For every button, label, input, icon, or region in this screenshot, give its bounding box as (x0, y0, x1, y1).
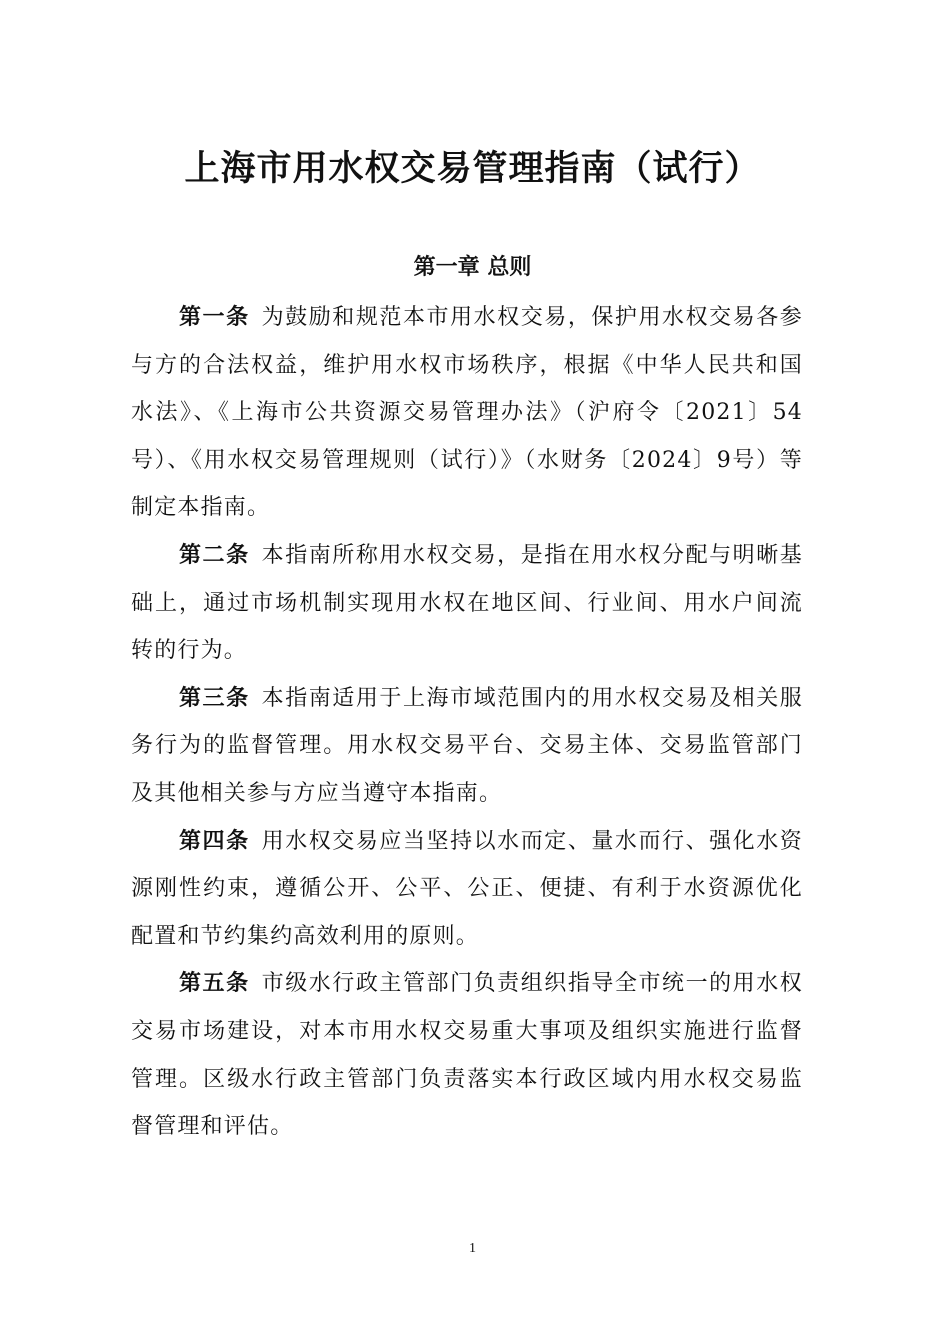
page-number: 1 (469, 1241, 476, 1256)
article-number: 第二条 (179, 542, 250, 568)
article-text: 为鼓励和规范本市用水权交易，保护用水权交易各参与方的合法权益，维护用水权市场秩序，根据《中华人民共和国水法》、《上海市公共资源交易管理办法》（沪府令〔2021〕54号）、《用水权交易管理规则（试行）》（水财务〔2024〕9号）等制定本指南。 (131, 305, 803, 521)
article-text: 本指南所称用水权交易，是指在用水权分配与明晰基础上，通过市场机制实现用水权在地区间、行业间、用水户间流转的行为。 (131, 542, 803, 664)
article-5 (131, 960, 803, 1150)
article-3 (131, 675, 803, 818)
document-title: 上海市用水权交易管理指南（试行） (184, 149, 761, 189)
article-text: 用水权交易应当坚持以水而定、量水而行、强化水资源刚性约束，遵循公开、公平、公正、便捷、有利于水资源优化配置和节约集约高效利用的原则。 (131, 828, 803, 949)
document-body (131, 294, 803, 1151)
article-number: 第四条 (179, 828, 250, 854)
article-number: 第五条 (179, 971, 250, 997)
article-2 (131, 532, 803, 675)
article-1 (131, 294, 803, 532)
article-number: 第一条 (179, 305, 250, 330)
article-4 (131, 818, 803, 961)
article-text: 市级水行政主管部门负责组织指导全市统一的用水权交易市场建设，对本市用水权交易重大事项及组织实施进行监督管理。区级水行政主管部门负责落实本行政区域内用水权交易监督管理和评估。 (131, 971, 803, 1140)
article-number: 第三条 (179, 685, 250, 711)
chapter-heading: 第一章 总则 (413, 255, 532, 280)
article-text: 本指南适用于上海市域范围内的用水权交易及相关服务行为的监督管理。用水权交易平台、交易主体、交易监管部门及其他相关参与方应当遵守本指南。 (131, 685, 803, 806)
